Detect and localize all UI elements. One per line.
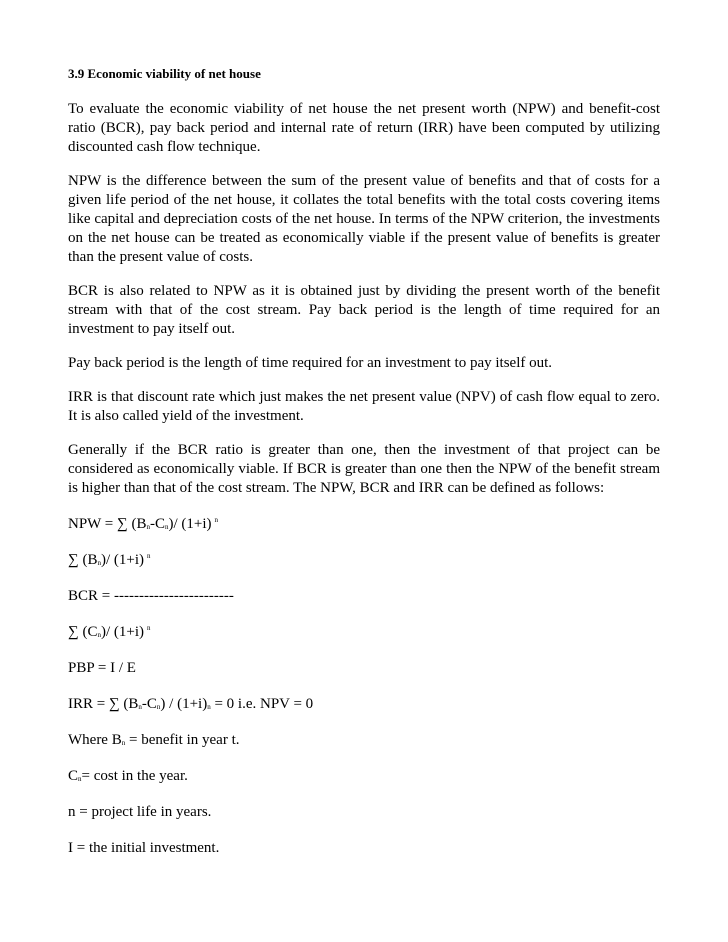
definition-project-life: n = project life in years. [68, 804, 212, 820]
definition-initial-investment: I = the initial investment. [68, 840, 220, 856]
bcr-numerator: ∑ $(B_n)/$ (1+i) $^n$ [68, 552, 151, 568]
paragraph-npw: NPW is the difference between the sum of the present value of benefits and that of costs for a given life period of the net house, it collates the total benefits with the total costs covering items like capital and depreciation costs of the net house. In terms of the NPW criterion, the investments on the net house can be treated as economically viable if the present value of benefits is greater than the present value of costs. [68, 173, 660, 265]
npw-formula: NPW = ∑ $(B_n-C_n)/$ (1+i) $^n$ [68, 516, 218, 532]
paragraph-evaluation: To evaluate the economic viability of net house the net present worth (NPW) and benefit-cost ratio (BCR), pay back period and internal rate of return (IRR) have been computed by utilizing discounted cash flow technique. [68, 101, 660, 155]
paragraph-bcr: BCR is also related to NPW as it is obtained just by dividing the present worth of the benefit stream with that of the cost stream. Pay back period is the length of time required for an investment to pay itself out. [68, 283, 660, 337]
pbp-formula: PBP = I / E [68, 660, 136, 676]
paragraph-generally: Generally if the BCR ratio is greater than one, then the investment of that project can be considered as economically viable. If BCR is greater than one then the NPW of the benefit stream is higher than that of the cost stream. The NPW, BCR and IRR can be defined as follows: [68, 442, 660, 496]
definition-benefit: Where $B_n$ = benefit in year t. [68, 732, 240, 748]
bcr-denominator: ∑ $(C_n)/$ (1+i) $^n$ [68, 624, 151, 640]
irr-formula: IRR = ∑ $(B_n-C_n) / (1+i)_n = 0$ i.e. NPV = 0 [68, 696, 314, 712]
document-page [68, 60, 660, 858]
section-heading: 3.9 Economic viability of net house [68, 66, 261, 81]
paragraph-irr: IRR is that discount rate which just makes the net present value (NPV) of cash flow equal to zero. It is also called yield of the investment. [68, 389, 660, 424]
definition-cost: $C_n= \cos t$ in the year. [68, 768, 188, 784]
bcr-fraction-line: BCR = ------------------------ [68, 588, 234, 604]
paragraph-payback: Pay back period is the length of time required for an investment to pay itself out. [68, 355, 553, 371]
